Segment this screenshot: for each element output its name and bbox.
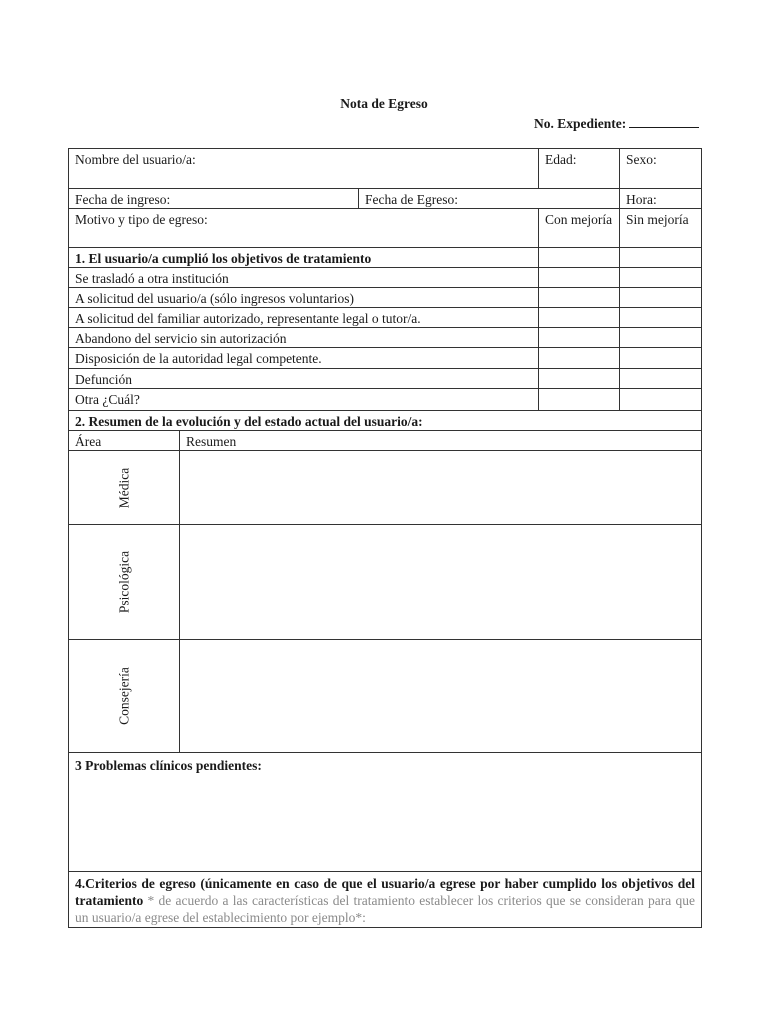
document-title: Nota de Egreso xyxy=(340,96,428,111)
section3-title: 3 Problemas clínicos pendientes: xyxy=(75,758,262,773)
reason-sin-mejoria-checkbox[interactable] xyxy=(619,247,702,268)
section2-heading xyxy=(68,410,702,431)
hora-field[interactable] xyxy=(619,188,702,209)
reason-sin-mejoria-checkbox[interactable] xyxy=(619,287,702,308)
expediente-blank-line[interactable] xyxy=(629,115,699,128)
section4-title: 4.Criterios de egreso (únicamente en caso de que el usuario/a egrese por haber cumplido los objetivos del tratamiento xyxy=(75,876,695,908)
reason-row-label xyxy=(68,287,539,308)
area-header-label: Área xyxy=(75,434,102,449)
reason-text: Se trasladó a otra institución xyxy=(75,271,229,286)
area-psicologica-label: Psicológica xyxy=(116,550,132,614)
reason-con-mejoria-checkbox[interactable] xyxy=(538,307,620,328)
reason-sin-mejoria-checkbox[interactable] xyxy=(619,368,702,389)
expediente-field xyxy=(534,115,699,132)
reason-text: Disposición de la autoridad legal competente. xyxy=(75,351,322,366)
section4-note: * de acuerdo a las características del tratamiento establecer los criterios que se consideran para que un usuario/a egrese del establecimiento por ejemplo*: xyxy=(75,893,696,925)
edad-field[interactable] xyxy=(538,148,620,189)
reason-con-mejoria-checkbox[interactable] xyxy=(538,388,620,411)
reason-con-mejoria-checkbox[interactable] xyxy=(538,287,620,308)
reason-row-label xyxy=(68,327,539,348)
sin-mejoria-header xyxy=(619,208,702,248)
area-consejeria-cell xyxy=(68,639,180,753)
reason-row-label xyxy=(68,267,539,288)
fecha-ingreso-label: Fecha de ingreso: xyxy=(75,192,171,207)
hora-label: Hora: xyxy=(626,192,657,207)
edad-label: Edad: xyxy=(545,152,577,167)
reason-row-label xyxy=(68,388,539,411)
reason-text: Abandono del servicio sin autorización xyxy=(75,331,287,346)
resumen-column-header xyxy=(179,430,702,451)
criterios-egreso-field[interactable] xyxy=(68,871,702,928)
reason-row-label xyxy=(68,347,539,369)
reason-con-mejoria-checkbox[interactable] xyxy=(538,327,620,348)
nombre-usuario-field[interactable] xyxy=(68,148,539,189)
area-medica-label: Médica xyxy=(116,467,132,508)
reason-text: 1. El usuario/a cumplió los objetivos de tratamiento xyxy=(75,251,372,266)
reason-sin-mejoria-checkbox[interactable] xyxy=(619,307,702,328)
sexo-label: Sexo: xyxy=(626,152,657,167)
fecha-egreso-label: Fecha de Egreso: xyxy=(365,192,458,207)
reason-row-label xyxy=(68,247,539,268)
fecha-ingreso-field[interactable] xyxy=(68,188,359,209)
fecha-egreso-field[interactable] xyxy=(358,188,620,209)
reason-con-mejoria-checkbox[interactable] xyxy=(538,267,620,288)
nombre-usuario-label: Nombre del usuario/a: xyxy=(75,152,196,167)
reason-text: Defunción xyxy=(75,372,132,387)
expediente-label: No. Expediente: xyxy=(534,116,627,131)
reason-sin-mejoria-checkbox[interactable] xyxy=(619,388,702,411)
discharge-form xyxy=(68,148,702,928)
area-column-header xyxy=(68,430,180,451)
area-consejeria-label: Consejería xyxy=(116,667,132,725)
reason-row-label xyxy=(68,307,539,328)
reason-sin-mejoria-checkbox[interactable] xyxy=(619,327,702,348)
reason-con-mejoria-checkbox[interactable] xyxy=(538,368,620,389)
sexo-field[interactable] xyxy=(619,148,702,189)
con-mejoria-label: Con mejoría xyxy=(545,212,613,227)
area-medica-cell xyxy=(68,450,180,525)
motivo-egreso-label: Motivo y tipo de egreso: xyxy=(75,212,208,227)
resumen-medica-field[interactable] xyxy=(179,450,702,525)
reason-con-mejoria-checkbox[interactable] xyxy=(538,247,620,268)
resumen-consejeria-field[interactable] xyxy=(179,639,702,753)
problemas-clinicos-field[interactable] xyxy=(68,752,702,872)
resumen-header-label: Resumen xyxy=(186,434,237,449)
sin-mejoria-label: Sin mejoría xyxy=(626,212,689,227)
reason-text: A solicitud del usuario/a (sólo ingresos voluntarios) xyxy=(75,291,354,306)
area-psicologica-cell xyxy=(68,524,180,640)
reason-row-label xyxy=(68,368,539,389)
reason-sin-mejoria-checkbox[interactable] xyxy=(619,267,702,288)
motivo-egreso-label-cell xyxy=(68,208,539,248)
con-mejoria-header xyxy=(538,208,620,248)
reason-sin-mejoria-checkbox[interactable] xyxy=(619,347,702,369)
reason-text: Otra ¿Cuál? xyxy=(75,392,140,407)
resumen-psicologica-field[interactable] xyxy=(179,524,702,640)
reason-con-mejoria-checkbox[interactable] xyxy=(538,347,620,369)
section2-title: 2. Resumen de la evolución y del estado actual del usuario/a: xyxy=(75,414,423,429)
reason-text: A solicitud del familiar autorizado, representante legal o tutor/a. xyxy=(75,311,421,326)
